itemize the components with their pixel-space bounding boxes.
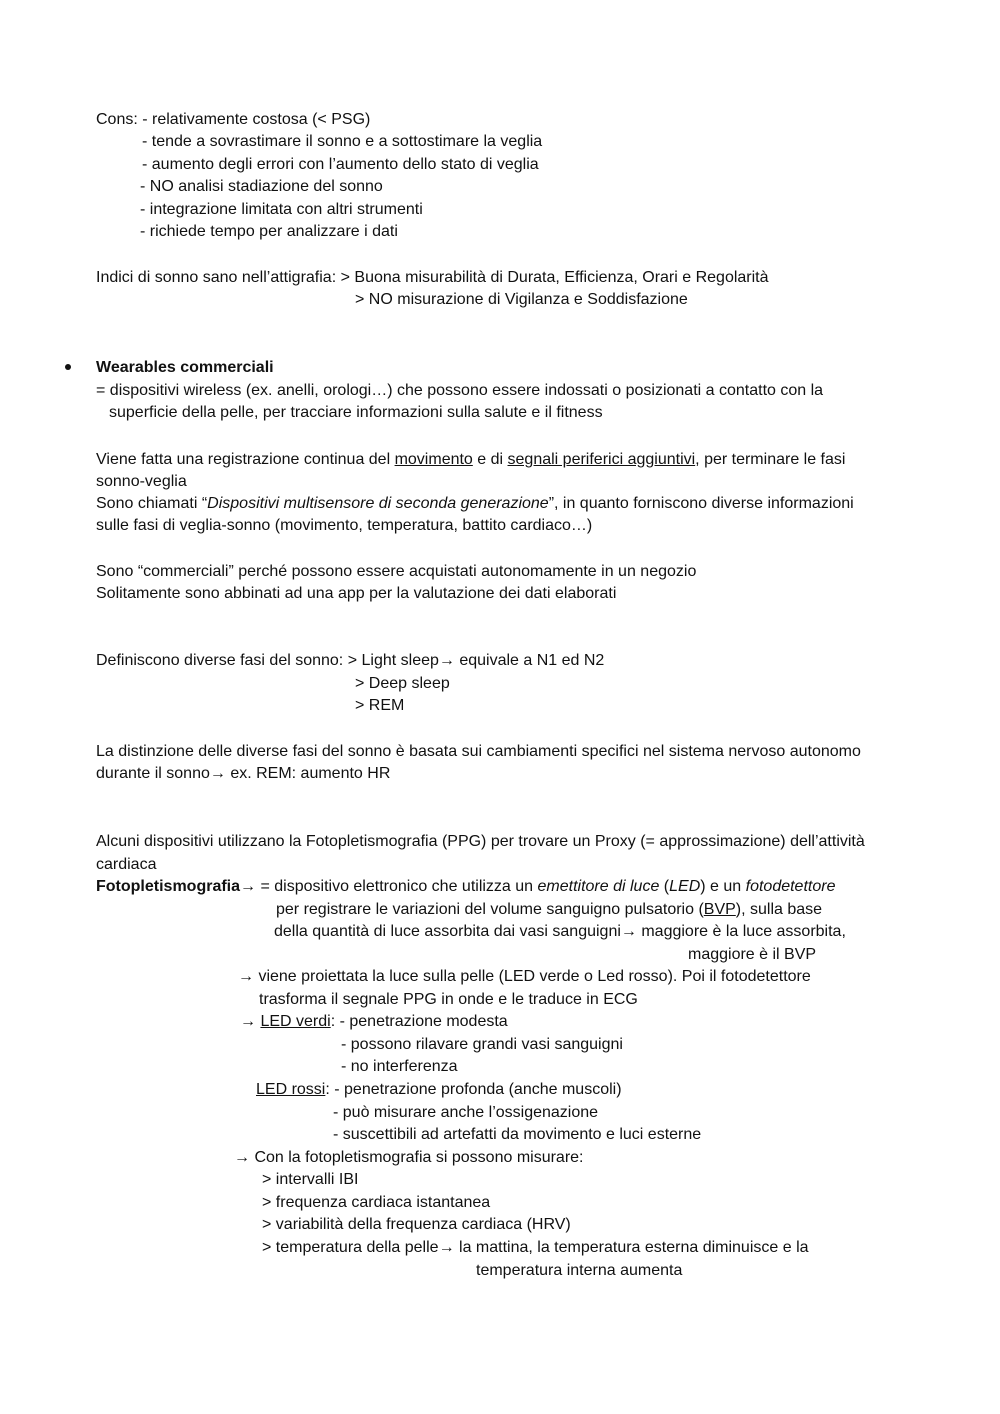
projection-line-2: trasforma il segnale PPG in onde e le traduce in ECG — [259, 991, 638, 1008]
ppg-definition-line-4: maggiore è il BVP — [688, 946, 817, 963]
arrow-icon: → — [209, 765, 226, 782]
cons-item: - richiede tempo per analizzare i dati — [140, 223, 398, 240]
chiamati-line — [96, 494, 854, 514]
underlined-term: segnali periferici aggiuntivi — [507, 451, 696, 468]
text-run: ), sulla base — [735, 901, 823, 918]
text-run: ex. REM: aumento HR — [230, 765, 391, 782]
underlined-term: movimento — [394, 451, 473, 468]
arrow-icon: → — [620, 923, 637, 940]
ppg-term: Fotopletismografia — [96, 878, 241, 895]
distinzione-line-2 — [96, 764, 390, 784]
text-run: Viene fatta una registrazione continua del — [96, 451, 395, 468]
text-run: > temperatura della pelle — [262, 1239, 439, 1256]
measure-item: > intervalli IBI — [262, 1171, 359, 1188]
led-green-item: - no interferenza — [341, 1058, 458, 1075]
italic-term: emettitore di luce — [537, 878, 660, 895]
arrow-icon: → — [238, 968, 254, 985]
text-run: = dispositivo elettronico che utilizza un — [260, 878, 538, 895]
led-green-label: LED verdi — [260, 1013, 331, 1030]
text-run: ”, in quanto forniscono diverse informazioni — [548, 495, 854, 512]
led-green-item: : - penetrazione modesta — [330, 1013, 508, 1030]
fasi-line-1 — [96, 651, 604, 671]
fasi-label: Definiscono diverse fasi del sonno: — [96, 652, 344, 669]
led-red-label: LED rossi — [256, 1081, 326, 1098]
bullet-icon — [65, 364, 71, 370]
fasi-item: > Light sleep — [347, 652, 439, 669]
text-run: Sono chiamati “ — [96, 495, 208, 512]
cons-item: - integrazione limitata con altri strumenti — [140, 201, 423, 218]
commerciali-line: Solitamente sono abbinati ad una app per la valutazione dei dati elaborati — [96, 585, 617, 602]
fasi-item: > Deep sleep — [355, 675, 450, 692]
projection-line — [238, 967, 811, 987]
led-red-item: - suscettibili ad artefatti da movimento e luci esterne — [333, 1126, 702, 1143]
measure-item: > frequenza cardiaca istantanea — [262, 1194, 491, 1211]
measure-item: > variabilità della frequenza cardiaca (HRV) — [262, 1216, 571, 1233]
led-red-line — [256, 1080, 622, 1100]
indici-line-1 — [96, 268, 769, 288]
commerciali-line: Sono “commerciali” perché possono essere acquistati autonomamente in un negozio — [96, 563, 697, 580]
text-run: viene proiettata la luce sulla pelle (LED verde o Led rosso). Poi il fotodetettore — [258, 968, 811, 985]
measure-line — [234, 1148, 584, 1168]
underlined-term: BVP — [703, 901, 736, 918]
measure-item-temp-2: temperatura interna aumenta — [476, 1262, 683, 1279]
text-run: ) e un — [700, 878, 746, 895]
fasi-item: > REM — [355, 697, 405, 714]
led-red-item: - può misurare anche l’ossigenazione — [333, 1104, 599, 1121]
ppg-definition-line-3 — [274, 922, 846, 942]
led-green-item: - possono rilavare grandi vasi sanguigni — [341, 1036, 623, 1053]
text-run: la mattina, la temperatura esterna diminuisce e la — [459, 1239, 809, 1256]
text-run: durante il sonno — [96, 765, 210, 782]
ppg-intro-line: Alcuni dispositivi utilizzano la Fotopletismografia (PPG) per trovare un Proxy (= approssimazione) dell’attività — [96, 833, 865, 850]
italic-term: Dispositivi multisensore di seconda generazione — [207, 495, 549, 512]
text-run: maggiore è la luce assorbita, — [641, 923, 846, 940]
arrow-icon: → — [240, 878, 257, 895]
chiamati-line-2: sulle fasi di veglia-sonno (movimento, temperatura, battito cardiaco…) — [96, 517, 593, 534]
registration-line — [96, 450, 845, 470]
indici-label: Indici di sonno sano nell’attigrafia: — [96, 269, 337, 286]
wearables-heading: Wearables commerciali — [96, 359, 274, 376]
distinzione-line: La distinzione delle diverse fasi del sonno è basata sui cambiamenti specifici nel sistema nervoso autonomo — [96, 743, 861, 760]
cons-line-1 — [96, 110, 370, 130]
arrow-icon: → — [234, 1149, 250, 1166]
text-run: della quantità di luce assorbita dai vasi sanguigni — [274, 923, 621, 940]
italic-term: LED — [669, 878, 701, 895]
wearables-def-line: = dispositivi wireless (ex. anelli, orologi…) che possono essere indossati o posizionati a contatto con la — [96, 382, 824, 399]
text-run: Con la fotopletismografia si possono misurare: — [254, 1149, 584, 1166]
wearables-def-line: superficie della pelle, per tracciare informazioni sulla salute e il fitness — [109, 404, 603, 421]
led-green-line — [240, 1012, 508, 1032]
ppg-definition-line — [96, 877, 835, 897]
indici-item: > Buona misurabilità di Durata, Efficienza, Orari e Regolarità — [340, 269, 769, 286]
registration-line-2: sonno-veglia — [96, 473, 187, 490]
text-run: e di — [472, 451, 508, 468]
cons-item: - tende a sovrastimare il sonno e a sottostimare la veglia — [142, 133, 543, 150]
text-run: , per terminare le fasi — [695, 451, 846, 468]
indici-item: > NO misurazione di Vigilanza e Soddisfazione — [355, 291, 688, 308]
led-red-item: : - penetrazione profonda (anche muscoli) — [325, 1081, 622, 1098]
italic-term: fotodetettore — [745, 878, 836, 895]
cons-item: - NO analisi stadiazione del sonno — [140, 178, 383, 195]
text-run: ( — [659, 878, 670, 895]
cons-item: - relativamente costosa (< PSG) — [142, 111, 371, 128]
cons-item: - aumento degli errori con l’aumento dello stato di veglia — [142, 156, 539, 173]
measure-item-temp — [262, 1238, 809, 1258]
ppg-definition-line-2 — [276, 900, 822, 920]
ppg-intro-line-2: cardiaca — [96, 856, 157, 873]
text-run: per registrare le variazioni del volume sanguigno pulsatorio ( — [276, 901, 704, 918]
cons-label: Cons: — [96, 111, 138, 128]
fasi-note: equivale a N1 ed N2 — [459, 652, 605, 669]
arrow-icon: → — [438, 1239, 455, 1256]
arrow-icon: → — [240, 1013, 256, 1030]
arrow-icon: → — [438, 652, 455, 669]
